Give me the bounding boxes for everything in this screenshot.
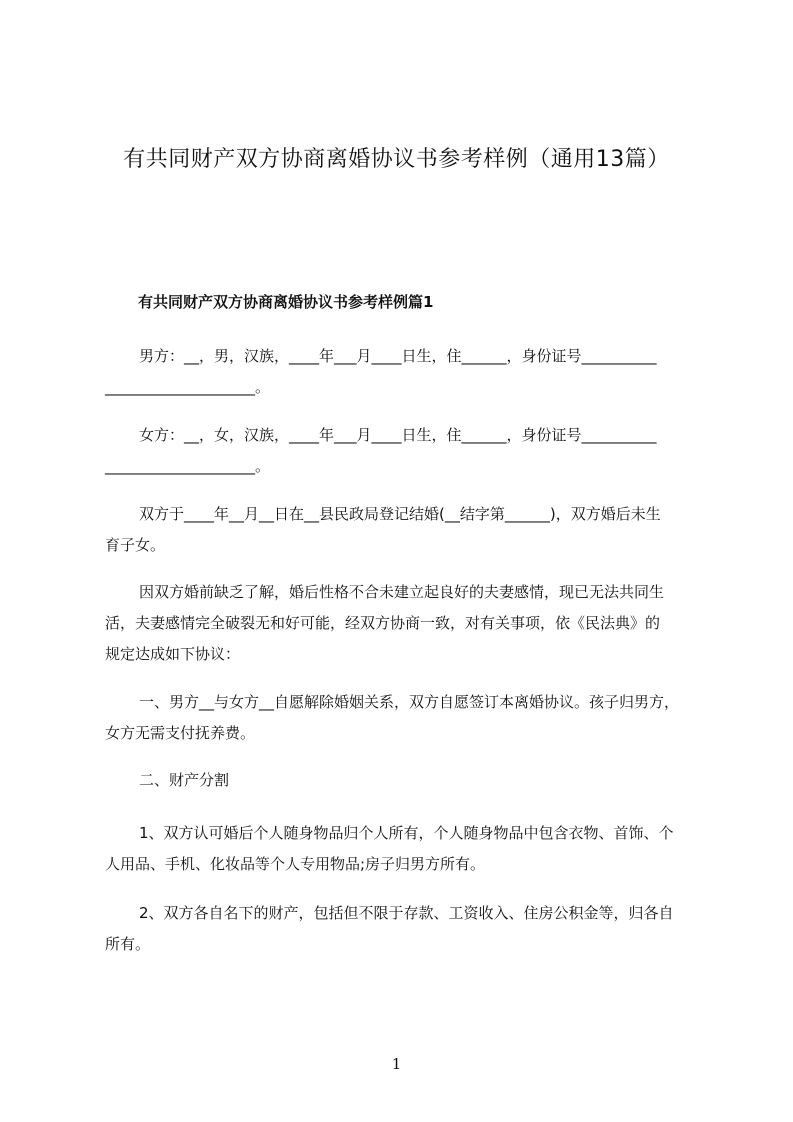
- paragraph-property-2: [105, 898, 705, 960]
- text-line: 1、双方认可婚后个人随身物品归个人所有，个人随身物品中包含衣物、首饰、个: [139, 824, 674, 842]
- text-line: 因双方婚前缺乏了解，婚后性格不合未建立起良好的夫妻感情，现已无法共同生: [139, 583, 665, 601]
- text-line: 育子女。: [105, 536, 166, 554]
- text-line: ____________________。: [105, 457, 271, 475]
- paragraph-husband-info: [105, 341, 705, 403]
- text-line: 规定达成如下协议：: [105, 645, 241, 663]
- text-line: 一、男方__与女方__自愿解除婚姻关系，双方自愿签订本离婚协议。孩子归男方，: [139, 693, 680, 711]
- text-line: ____________________。: [105, 378, 271, 396]
- paragraph-wife-info: [105, 420, 705, 482]
- page-number: 1: [391, 1055, 402, 1073]
- paragraph-clause-1: [105, 687, 705, 749]
- text-line: 男方：__，男，汉族，____年___月____日生，住______，身份证号__________: [139, 347, 657, 365]
- text-line: 2、双方各自名下的财产，包括但不限于存款、工资收入、住房公积金等，归各自: [139, 904, 674, 922]
- paragraph-reason: [105, 577, 705, 670]
- text-line: 双方于____年__月__日在__县民政局登记结婚(__结字第______)，双方婚后未生: [139, 505, 661, 523]
- text-line: 活，夫妻感情完全破裂无和好可能，经双方协商一致，对有关事项，依《民法典》的: [105, 614, 661, 632]
- paragraph-property-1: [105, 818, 705, 880]
- section-heading: 有共同财产双方协商离婚协议书参考样例篇1: [138, 293, 434, 311]
- text-line: 所有。: [105, 935, 151, 953]
- paragraph-marriage-registration: [105, 499, 705, 561]
- text-line: 二、财产分割: [139, 771, 230, 789]
- text-line: 女方：__，女，汉族，____年___月____日生，住______，身份证号__________: [139, 426, 657, 444]
- text-line: 人用品、手机、化妆品等个人专用物品;房子归男方所有。: [105, 855, 486, 873]
- paragraph-clause-2-heading: [105, 765, 705, 796]
- document-title: 有共同财产双方协商离婚协议书参考样例（通用13篇）: [123, 147, 670, 172]
- text-line: 女方无需支付抚养费。: [105, 724, 256, 742]
